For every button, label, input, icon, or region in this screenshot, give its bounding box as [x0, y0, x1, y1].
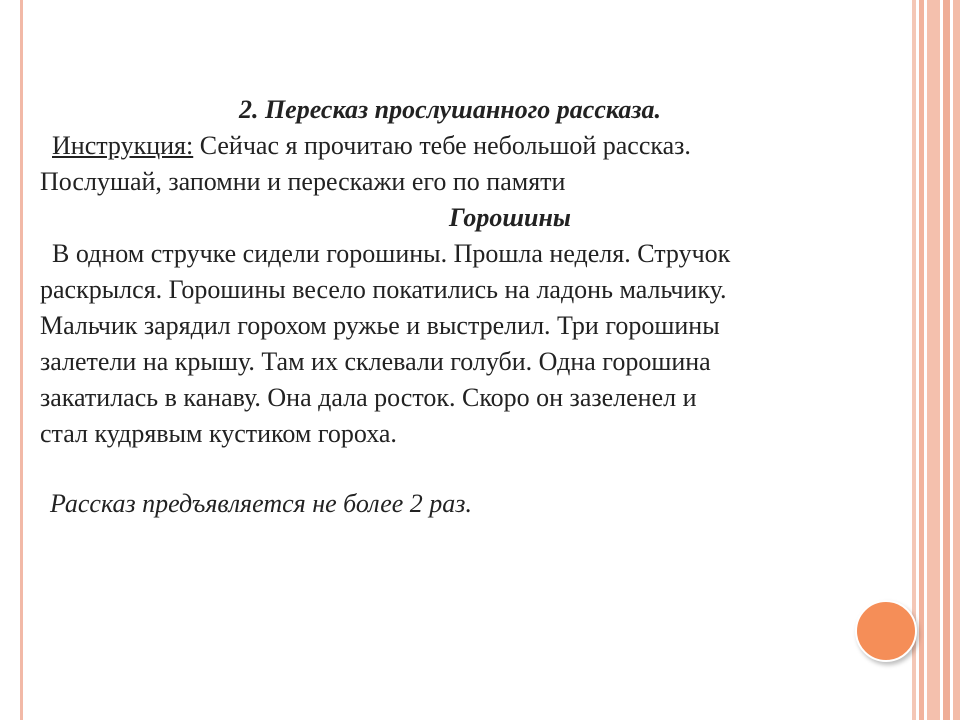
left-border-line: [20, 0, 23, 720]
instruction-text-continued: Послушай, запомни и перескажи его по памяти: [40, 167, 566, 196]
right-stripe-decoration: [910, 0, 960, 720]
instruction-line: [40, 128, 900, 164]
story-line: стал кудрявым кустиком гороха.: [40, 419, 397, 448]
instruction-text: Сейчас я прочитаю тебе небольшой рассказ.: [193, 131, 691, 160]
story-line: В одном стручке сидели горошины. Прошла неделя. Стручок: [52, 239, 731, 268]
story-text: [40, 236, 900, 452]
slide-content: [40, 92, 900, 522]
story-line: залетели на крышу. Там их склевали голуби. Одна горошина: [40, 347, 711, 376]
slide-heading: 2. Пересказ прослушанного рассказа.: [238, 95, 662, 124]
orange-circle-decoration: [855, 600, 917, 662]
presentation-note: Рассказ предъявляется не более 2 раз.: [50, 489, 472, 518]
story-line: закатилась в канаву. Она дала росток. Скоро он зазеленел и: [40, 383, 697, 412]
story-line: раскрылся. Горошины весело покатились на ладонь мальчику.: [40, 275, 727, 304]
instruction-label: Инструкция:: [52, 131, 194, 160]
story-title: Горошины: [449, 203, 571, 232]
story-line: Мальчик зарядил горохом ружье и выстрелил. Три горошины: [40, 311, 720, 340]
